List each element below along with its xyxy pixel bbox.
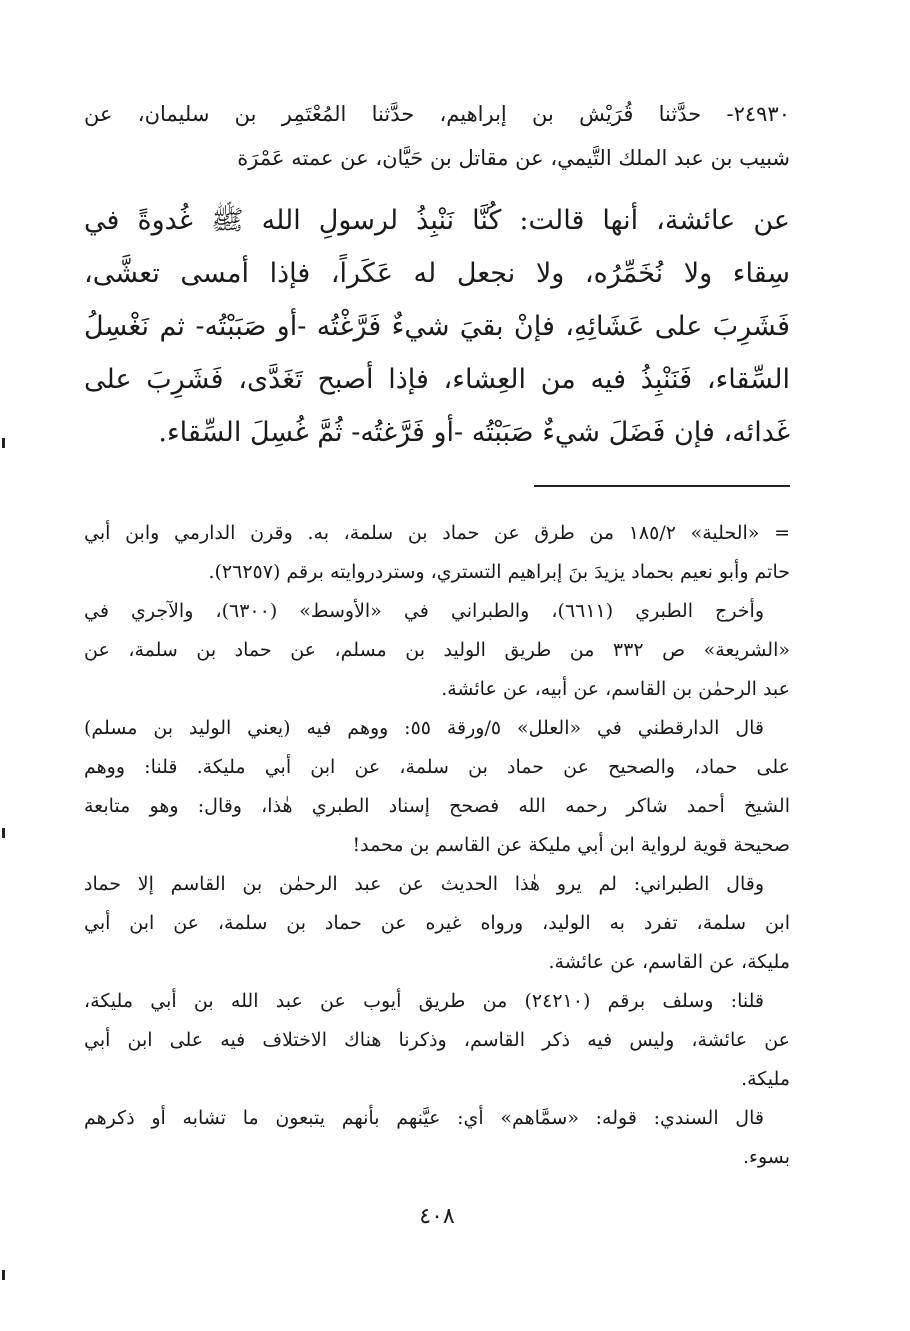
page-number: ٤٠٨ (419, 1204, 455, 1229)
footnote-line: مليكة، عن القاسم، عن عائشة. (548, 951, 790, 973)
footnote-paragraph (84, 982, 790, 1099)
footnote-line: ابن سلمة، تفرد به الوليد، ورواه غيره عن حماد بن سلمة، عن ابن أبي (84, 912, 790, 934)
footnote-line: الشيخ أحمد شاكر رحمه الله فصحح إسناد الطبري هٰذا، وقال: وهو متابعة (84, 795, 790, 817)
hadith-isnad (84, 92, 790, 180)
footnote-paragraph (84, 1099, 790, 1177)
footnote-line: «الشريعة» ص ٣٣٢ من طريق الوليد بن مسلم، عن حماد بن سلمة، عن (84, 639, 790, 661)
footnote-line: وأخرج الطبري (٦٦١١)، والطبراني في «الأوسط» (٦٣٠٠)، والآجري في (84, 600, 765, 622)
footnote-line: قال الدارقطني في «العلل» ٥/ورقة ٥٥: ووهم فيه (يعني الوليد بن مسلم) (84, 717, 764, 739)
scan-edge-mark (2, 1270, 5, 1280)
footnote-line: قال السندي: قوله: «سمَّاهم» أي: عيَّنهم بأنهم يتبعون ما تشابه أو ذكرهم (84, 1107, 764, 1129)
footnote-paragraph (84, 592, 790, 709)
footnote-line: بسوء. (742, 1146, 790, 1168)
scan-edge-mark (2, 828, 5, 838)
footnote-line: قلنا: وسلف برقم (٢٤٢١٠) من طريق أيوب عن عبد الله بن أبي مليكة، (84, 990, 764, 1012)
book-page (84, 92, 790, 1292)
footnote-line: حاتم وأبو نعيم بحماد يزيدَ بنَ إبراهيم التستري، وستردروايته برقم (٢٦٢٥٧). (208, 561, 790, 583)
footnote-separator (534, 485, 790, 487)
isnad-line: شبيب بن عبد الملك التَّيمي، عن مقاتل بن حَيَّان، عن عمته عَمْرَة (237, 146, 790, 170)
footnote-line: عبد الرحمٰن بن القاسم، عن أبيه، عن عائشة. (441, 678, 790, 700)
footnote-line: مليكة. (741, 1068, 790, 1090)
matn-line: فَشَرِبَ على عَشَائِهِ، فإنْ بقيَ شيءٌ فَرَّغْتُه -أو صَبَبْتُه- ثم نَغْسِلُ (84, 311, 790, 342)
hadith-matn (84, 194, 790, 459)
footnote-line: = «الحلية» ١٨٥/٢ من طرق عن حماد بن سلمة، به. وقرن الدارمي وابن أبي (84, 522, 790, 544)
matn-line: سِقاء ولا نُخَمِّرُه، ولا نجعل له عَكَراً، فإذا أمسى تعشَّى، (84, 258, 790, 289)
isnad-line: ٢٤٩٣٠- حدَّثنا قُرَيْش بن إبراهيم، حدَّثنا المُعْتَمِر بن سليمان، عن (84, 102, 790, 126)
footnote-paragraph (84, 709, 790, 865)
footnote-line: صحيحة قوية لرواية ابن أبي مليكة عن القاسم بن محمد! (352, 834, 790, 856)
matn-line: عن عائشة، أنها قالت: كُنَّا نَنْبِذُ لرسولِ الله ﷺ غُدوةً في (84, 205, 790, 236)
footnote-paragraph (84, 514, 790, 592)
footnote-line: على حماد، والصحيح عن حماد بن سلمة، عن ابن أبي مليكة. قلنا: ووهم (84, 756, 790, 778)
matn-line: غَدائه، فإن فَضَلَ شيءٌ صَبَبْتُه -أو فَرَّغتُه- ثُمَّ غُسِلَ السِّقاء. (158, 417, 790, 448)
footnote-paragraph (84, 865, 790, 982)
matn-line: السِّقاء، فَنَنْبِذُ فيه من العِشاء، فإذا أصبح تَغَدَّى، فَشَرِبَ على (84, 364, 790, 395)
footnote-line: وقال الطبراني: لم يرو هٰذا الحديث عن عبد الرحمٰن بن القاسم إلا حماد (84, 873, 764, 895)
scan-edge-mark (2, 438, 5, 448)
footnote-line: عن عائشة، وليس فيه ذكر القاسم، وذكرنا هناك الاختلاف فيه على ابن أبي (84, 1029, 790, 1051)
footnotes (84, 514, 790, 1177)
